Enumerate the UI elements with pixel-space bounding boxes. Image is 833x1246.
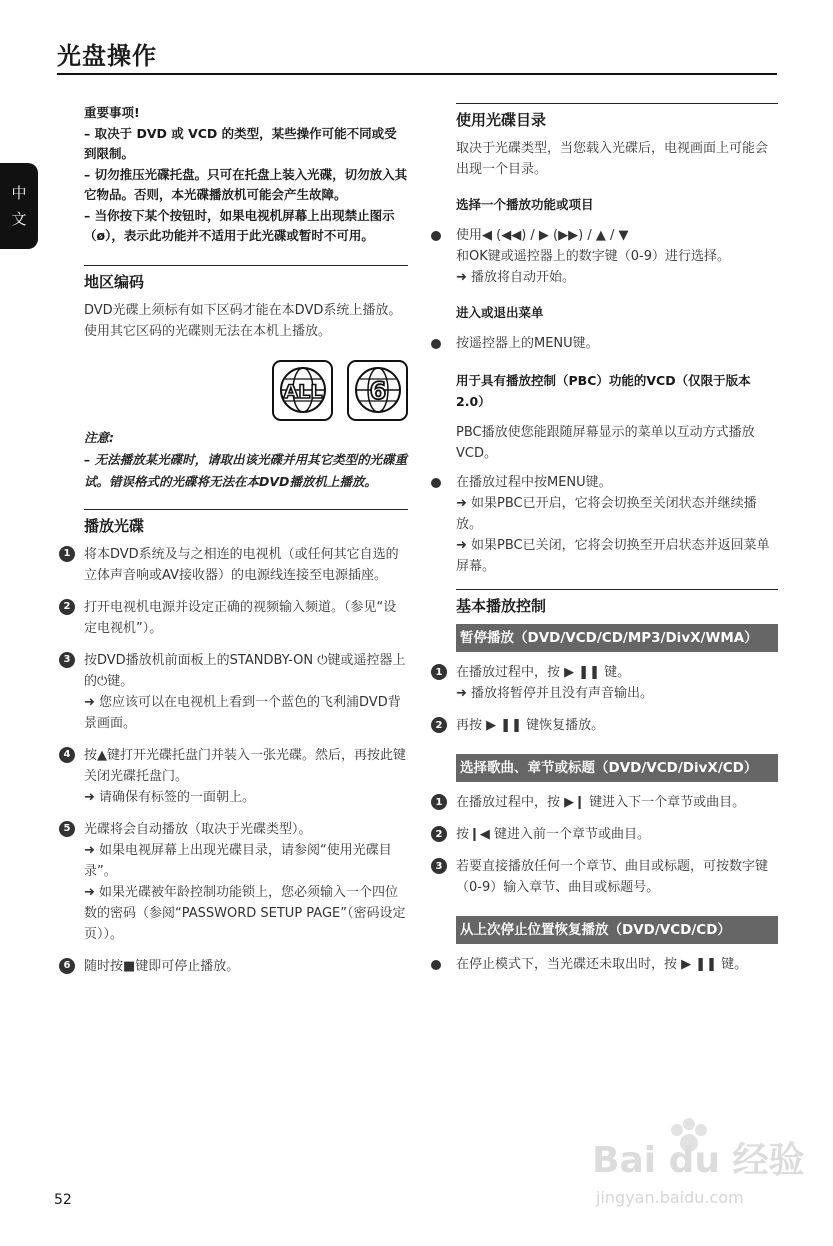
playing-heading: 播放光碟 (84, 516, 145, 535)
bullet-icon (431, 231, 441, 241)
disc-menu-heading: 使用光碟目录 (456, 111, 547, 129)
step-item (435, 792, 778, 813)
region-body: DVD光碟上须标有如下区码才能在本DVD系统上播放。使用其它区码的光碟则无法在本机上播放。 (84, 302, 402, 339)
step-item (63, 650, 408, 734)
step-number: 3 (431, 858, 447, 874)
step-text: 若要直接播放任何一个章节、曲目或标题，可按数字键（0-9）输入章节、曲目或标题号。 (456, 859, 769, 895)
region-6-globe-icon (347, 360, 408, 421)
step-item (435, 715, 778, 736)
step-number: 2 (59, 599, 75, 615)
bullet-icon (431, 478, 441, 488)
bullet-icon (431, 960, 441, 970)
side-tab-char-1: 中 (11, 184, 27, 202)
bullet-text: 和OK键或遥控器上的数字键（0-9）进行选择。 (456, 249, 730, 264)
section-rule (456, 103, 778, 104)
step-item (435, 662, 778, 704)
bullet-result: ➜ 如果PBC已开启，它将会切换至关闭状态并继续播放。 (456, 496, 757, 532)
step-result: ➜ 请确保有标签的一面朝上。 (84, 789, 256, 805)
select-bar: 选择歌曲、章节或标题（DVD/VCD/DivX/CD） (456, 754, 778, 782)
step-text: 打开电视机电源并设定正确的视频输入频道。（参见“设定电视机”）。 (84, 599, 397, 636)
step-text: 在播放过程中，按 ▶ ❚❚ 键。 (456, 665, 631, 680)
step-number: 2 (431, 826, 447, 842)
important-item: – 切勿推压光碟托盘。只可在托盘上装入光碟，切勿放入其它物品。否则，本光碟播放机可能会产生故障。 (84, 166, 408, 202)
region-logo-label: 6 (369, 377, 386, 405)
step-item (435, 824, 778, 845)
step-number: 2 (431, 717, 447, 733)
page-number: 52 (54, 1192, 72, 1208)
side-tab-char-2: 文 (11, 210, 27, 228)
select-subheading: 选择一个播放功能或项目 (456, 197, 594, 212)
note-body: – 无法播放某光碟时，请取出该光碟并用其它类型的光碟重试。错误格式的光碟将无法在本DVD播放机上播放。 (84, 451, 408, 489)
important-item: – 当你按下某个按钮时，如果电视机屏幕上出现禁止图示（ø），表示此功能并不适用于此光碟或暂时不可用。 (84, 207, 395, 243)
step-text: 按DVD播放机前面板上的STANDBY-ON ⏻键或遥控器上的⏻键。 (84, 652, 406, 689)
step-result: ➜ 如果电视屏幕上出现光碟目录，请参阅“使用光碟目录”。 (84, 842, 392, 879)
section-rule (84, 509, 408, 510)
bullet-result: ➜ 播放将自动开始。 (456, 270, 576, 285)
step-result: ➜ 如果光碟被年龄控制功能锁上，您必须输入一个四位数的密码（参阅“PASSWORD SETUP PAGE”（密码设定页））。 (84, 884, 406, 942)
resume-bar: 从上次停止位置恢复播放（DVD/VCD/CD） (456, 916, 778, 944)
step-text: 随时按■键即可停止播放。 (84, 958, 240, 974)
section-rule (84, 265, 408, 266)
important-heading: 重要事项! (84, 105, 140, 120)
step-number: 1 (431, 664, 447, 680)
region-logo-label: ALL (283, 381, 322, 403)
step-number: 6 (59, 958, 75, 974)
bullet-text: 在停止模式下，当光碟还未取出时，按 ▶ ❚❚ 键。 (456, 957, 748, 972)
language-side-tab (0, 163, 38, 249)
bullet-text: 在播放过程中按MENU键。 (456, 475, 612, 490)
step-number: 5 (59, 821, 75, 837)
title-rule (57, 73, 777, 75)
step-text: 再按 ▶ ❚❚ 键恢复播放。 (456, 718, 605, 733)
note-block (84, 427, 408, 493)
step-text: 将本DVD系统及与之相连的电视机（或任何其它自选的立体声音响或AV接收器）的电源线连接至电源插座。 (84, 546, 399, 583)
step-number: 1 (59, 546, 75, 562)
bullet-icon (431, 339, 441, 349)
step-item (63, 819, 408, 945)
region-all-globe-icon (272, 360, 333, 421)
note-heading: 注意: (84, 429, 114, 445)
bullet-text: 使用◀ (◀◀) / ▶ (▶▶) / ▲ / ▼ (456, 228, 629, 243)
step-item (435, 856, 778, 898)
playing-steps (63, 544, 408, 977)
pause-bar: 暂停播放（DVD/VCD/CD/MP3/DivX/WMA） (456, 624, 778, 652)
step-item (63, 544, 408, 586)
step-item (63, 745, 408, 808)
important-item: – 取决于 DVD 或 VCD 的类型，某些操作可能不同或受到限制。 (84, 125, 397, 161)
step-result: ➜ 您应该可以在电视机上看到一个蓝色的飞利浦DVD背景画面。 (84, 694, 401, 731)
region-logos (84, 360, 408, 421)
step-number: 4 (59, 747, 75, 763)
bullet-item (456, 333, 778, 354)
step-item (63, 597, 408, 639)
step-text: 按❙◀ 键进入前一个章节或曲目。 (456, 827, 651, 842)
watermark-brand: Bai du 经验 (592, 1140, 805, 1181)
bullet-result: ➜ 如果PBC已关闭，它将会切换至开启状态并返回菜单屏幕。 (456, 538, 770, 574)
bullet-item (456, 472, 778, 577)
bullet-item (456, 954, 778, 975)
step-number: 3 (59, 652, 75, 668)
page-title: 光盘操作 (57, 42, 157, 70)
basic-heading: 基本播放控制 (456, 597, 547, 615)
pbc-subheading: 用于具有播放控制（PBC）功能的VCD（仅限于版本2.0） (456, 373, 751, 409)
right-column (435, 103, 778, 986)
step-text: 光碟将会自动播放（取决于光碟类型）。 (84, 821, 312, 837)
menu-subheading: 进入或退出菜单 (456, 305, 544, 320)
bullet-item (456, 225, 778, 288)
bullet-text: 按遥控器上的MENU键。 (456, 336, 599, 351)
pbc-body: PBC播放使您能跟随屏幕显示的菜单以互动方式播放VCD。 (456, 425, 755, 461)
left-column (63, 103, 408, 988)
baidu-watermark-logo (592, 1118, 805, 1181)
step-item (63, 956, 408, 977)
region-heading: 地区编码 (84, 272, 145, 291)
step-text: 按▲键打开光碟托盘门并装入一张光碟。然后，再按此键关闭光碟托盘门。 (84, 747, 406, 784)
disc-menu-body: 取决于光碟类型，当您载入光碟后，电视画面上可能会出现一个目录。 (456, 141, 769, 177)
step-text: 在播放过程中，按 ▶❙ 键进入下一个章节或曲目。 (456, 795, 746, 810)
step-number: 1 (431, 794, 447, 810)
step-result: ➜ 播放将暂停并且没有声音输出。 (456, 686, 654, 701)
watermark-url: jingyan.baidu.com (596, 1188, 744, 1207)
section-rule (456, 589, 778, 590)
important-notice (84, 103, 408, 247)
